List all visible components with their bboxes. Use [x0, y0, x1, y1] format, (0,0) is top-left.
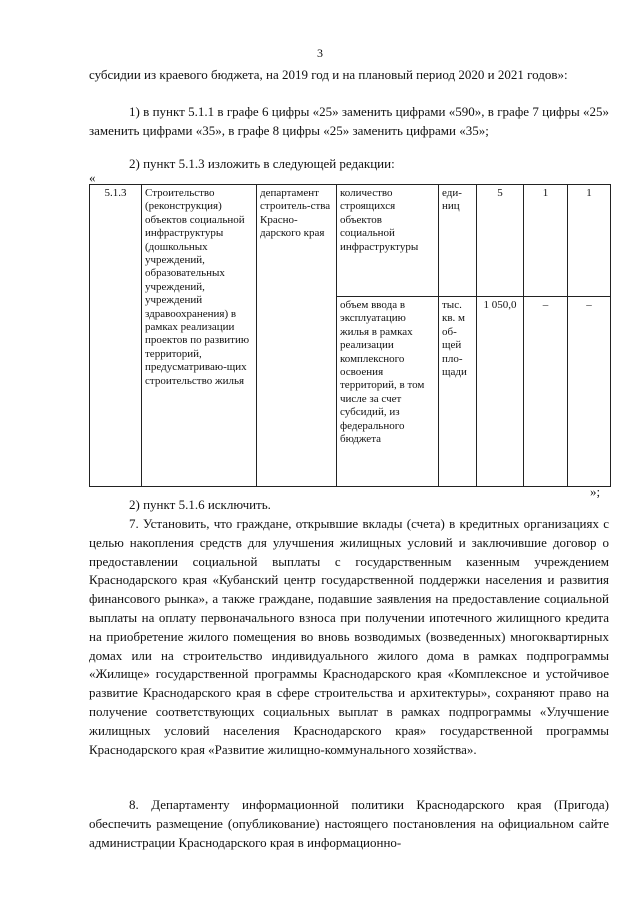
paragraph-7: 7. Установить, что граждане, открывшие вклады (счета) в кредитных организациях с целью накопления средств для улучшения жилищных условий и заключившие договор о предоставлении социальной выплаты с государственным казенным учреждением Краснодарского края «Кубанский центр государственной поддержки населения и развития финансового рынка», а также граждане, подавшие заявления на предоставление социальной выплаты на оплату первоначального взноса при получении ипотечного жилищного кредита на приобретение жилого помещения во вновь возводимых (возведенных) многоквартирных домах или на строительство индивидуального жилого дома в рамках подпрограммы «Жилище» государственной программы Краснодарского края «Комплексное и устойчивое развитие Краснодарского края в сфере строительства и архитектуры», сохраняют право на получение соответствующих социальных выплат в рамках подпрограммы «Улучшение жилищных условий населения Краснодарского края» государственной программы Краснодарского края «Развитие жилищно-коммунального хозяйства». — [89, 516, 609, 757]
unit-cell: еди-ниц — [439, 185, 477, 297]
page-number: 3 — [317, 46, 323, 60]
value-cell: 1 — [524, 185, 568, 297]
quote-close: »; — [590, 484, 601, 499]
value-cell: 1 050,0 — [477, 297, 524, 487]
program-table — [89, 184, 611, 487]
item-1-paragraph: 1) в пункт 5.1.1 в графе 6 цифры «25» заменить цифрами «590», в графе 7 цифры «25» заменить цифрами «35», в графе 8 цифры «25» заменить цифрами «35»; — [89, 104, 609, 138]
measure-name-cell: Строительство (реконструкция) объектов социальной инфраструктуры (дошкольных учреждений, образовательных учреждений, учреждений здравоохранения) в рамках реализации проектов по развитию территорий, предусматриваю-щих строительство жилья — [142, 185, 257, 487]
unit-cell: тыс. кв. м об-щей пло-щади — [439, 297, 477, 487]
indicator-cell: количество строящихся объектов социальной инфраструктуры — [337, 185, 439, 297]
value-cell: 1 — [568, 185, 611, 297]
indicator-cell: объем ввода в эксплуатацию жилья в рамках реализации комплексного освоения территорий, в том числе за счет субсидий, из федерального бюджета — [337, 297, 439, 487]
quote-open: « — [89, 170, 96, 185]
value-cell: – — [568, 297, 611, 487]
intro-paragraph: субсидии из краевого бюджета, на 2019 год и на плановый период 2020 и 2021 годов»: — [89, 67, 568, 82]
value-cell: 5 — [477, 185, 524, 297]
item-2-paragraph: 2) пункт 5.1.3 изложить в следующей редакции: — [129, 156, 395, 171]
paragraph-8: 8. Департаменту информационной политики Краснодарского края (Пригода) обеспечить размещение (опубликование) настоящего постановления на официальном сайте администрации Краснодарского края в информационно- — [89, 797, 609, 850]
item-number-cell: 5.1.3 — [90, 185, 142, 487]
item-2-exclude-paragraph: 2) пункт 5.1.6 исключить. — [129, 497, 271, 512]
executor-cell: департамент строитель-ства Красно-дарского края — [257, 185, 337, 487]
value-cell: – — [524, 297, 568, 487]
